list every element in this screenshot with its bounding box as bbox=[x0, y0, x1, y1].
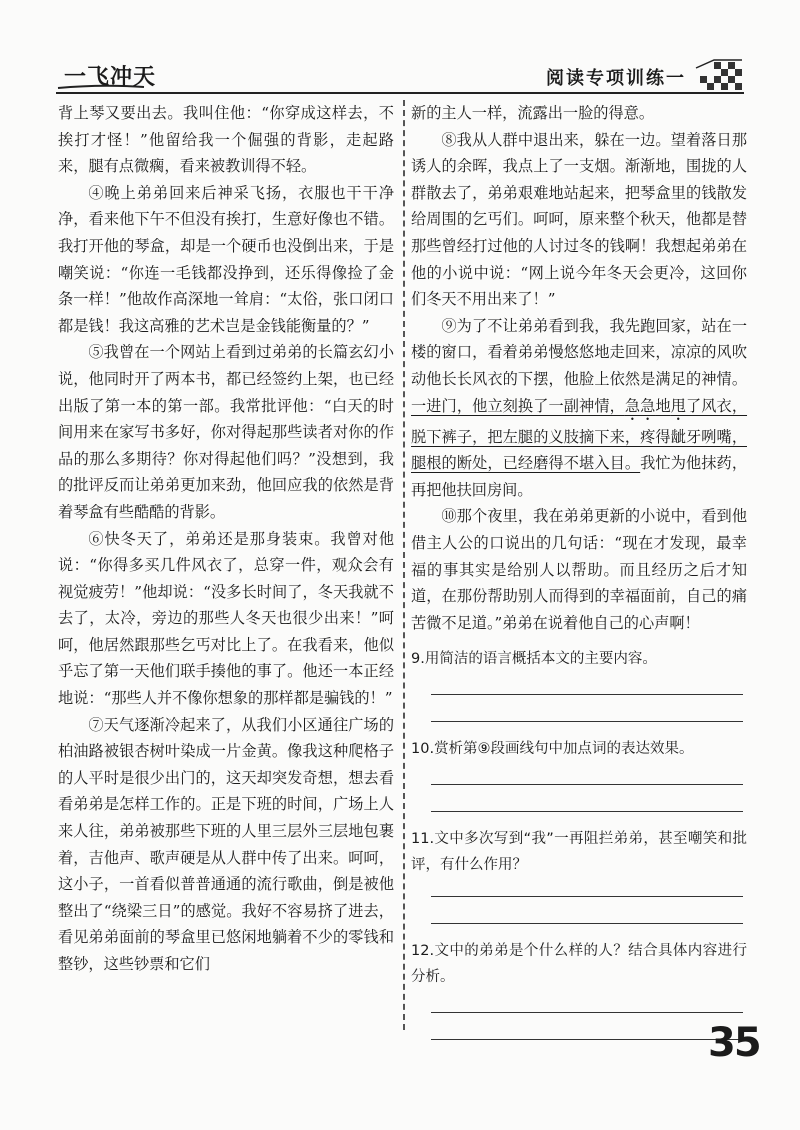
answer-line[interactable] bbox=[431, 784, 743, 785]
question-number: 11. bbox=[411, 831, 435, 848]
paragraph-7-continued: 新的主人一样，流露出一脸的得意。 bbox=[411, 104, 654, 122]
checker-decoration-icon bbox=[692, 58, 744, 94]
page-header bbox=[56, 58, 744, 94]
question-12 bbox=[411, 938, 747, 1040]
answer-line[interactable] bbox=[431, 1039, 743, 1040]
answer-line[interactable] bbox=[431, 1012, 743, 1013]
question-number: 10. bbox=[411, 741, 435, 758]
question-number: 12. bbox=[411, 943, 435, 960]
paragraph-9-text-b: 我忙为他抹药，再把他扶回房间。 bbox=[411, 454, 748, 499]
question-number: 9. bbox=[411, 651, 425, 668]
paragraph-6: ⑥快冬天了，弟弟还是那身装束。我曾对他说：“你得多买几件风衣了，总穿一件，观众会有视觉疲劳！”他却说：“没多长时间了，冬天我就不去了，太冷，旁边的那些人冬天也很少出来！”呵呵，他居然跟那些乞丐对比上了。在我看来，他似乎忘了第一天他们联手揍他的事了。他还一本正经地说：“那些人并不像你想象的那样都是骗钱的！” bbox=[58, 529, 394, 708]
answer-line[interactable] bbox=[431, 896, 743, 897]
question-text: 赏析第⑨段画线句中加点词的表达效果。 bbox=[434, 741, 694, 758]
question-text: 文中多次写到“我”一再阻拦弟弟，甚至嘲笑和批评，有什么作用？ bbox=[411, 831, 747, 874]
paragraph-3-continued: 背上琴又要出去。我叫住他：“你穿成这样去，不挨打才怪！”他留给我一个倔强的背影，走起路来，腿有点微瘸，看来被教训得不轻。 bbox=[58, 104, 394, 176]
answer-line[interactable] bbox=[431, 811, 743, 812]
question-10 bbox=[411, 736, 747, 812]
paragraph-7: ⑦天气逐渐冷起来了，从我们小区通往广场的柏油路被银杏树叶染成一片金黄。像我这种爬格子的人平时是很少出门的，这天却突发奇想，想去看看弟弟是怎样工作的。正是下班的时间，广场上人来人往，弟弟被那些下班的人里三层外三层地包裹着，吉他声、歌声硬是从人群中传了出来。呵呵，这小子，一首看似普普通通的流行歌曲，倒是被他整出了“绕梁三日”的感觉。我好不容易挤了进去，看见弟弟面前的琴盒里已悠闲地躺着不少的零钱和整钞，这些钞票和它们 bbox=[58, 715, 394, 973]
underlined-part-2: 地 bbox=[655, 396, 671, 415]
paragraph-9 bbox=[411, 313, 747, 504]
paragraph-5: ⑤我曾在一个网站上看到过弟弟的长篇玄幻小说，他同时开了两本书，都已经签约上架，也已经出版了第一本的第一部。我常批评他：“白天的时间用来在家写书多好，你对得起那些读者对你的作品的那么多期待？你对得起他们吗？”没想到，我的批评反而让弟弟更加来劲，他回应我的依然是背着琴盒有些酷酷的背影。 bbox=[58, 343, 394, 521]
underlined-part-3: 了风衣，脱下裤子，把左腿的义肢摘下来，疼得龇牙咧嘴，腿根的断处，已经磨得不堪入目。 bbox=[411, 396, 748, 473]
paragraph-8: ⑧我从人群中退出来，躲在一边。望着落日那诱人的余晖，我点上了一支烟。渐渐地，围拢的人群散去了，弟弟艰难地站起来，把琴盒里的钱散发给周围的乞丐们。呵呵，原来整个秋天，他都是替那些曾经打过他的人讨过冬的钱啊！我想起弟弟在他的小说中说：“网上说今年冬天会更冷，这回你们冬天不用出来了！” bbox=[411, 130, 747, 309]
series-title: 阅读专项训练一 bbox=[546, 68, 686, 89]
header-rule bbox=[56, 92, 744, 94]
left-column bbox=[58, 100, 394, 978]
paragraph-9-text-a: ⑨为了不让弟弟看到我，我先跑回家，站在一楼的窗口，看着弟弟慢悠悠地走回来，凉凉的风吹动他长长风衣的下摆，他脸上依然是满足的神情。 bbox=[411, 316, 747, 388]
dotted-word-1: 急急 bbox=[624, 396, 656, 415]
paragraph-10: ⑩那个夜里，我在弟弟更新的小说中，看到他借主人公的口说出的几句话：“现在才发现，最幸福的事其实是给别人以帮助。而且经历之后才知道，在那份帮助别人而得到的幸福面前，自己的痛苦微不足道。”弟弟在说着他自己的心声啊！ bbox=[411, 507, 747, 632]
question-text: 用简洁的语言概括本文的主要内容。 bbox=[424, 651, 657, 668]
question-9 bbox=[411, 646, 747, 722]
question-text: 文中的弟弟是个什么样的人？结合具体内容进行分析。 bbox=[411, 943, 747, 986]
page-number: 35 bbox=[708, 1020, 760, 1066]
paragraph-4: ④晚上弟弟回来后神采飞扬，衣服也干干净净，看来他下午不但没有挨打，生意好像也不错。我打开他的琴盒，却是一个硬币也没倒出来，于是嘲笑说：“你连一毛钱都没挣到，还乐得像捡了金条一样！”他故作高深地一耸肩：“太俗，张口闭口都是钱！我这高雅的艺术岂是金钱能衡量的？” bbox=[58, 183, 394, 335]
right-column bbox=[411, 100, 747, 1040]
column-divider bbox=[403, 100, 405, 1030]
brand-logo-text: 一飞冲天 bbox=[64, 65, 157, 90]
question-11 bbox=[411, 826, 747, 924]
answer-line[interactable] bbox=[431, 694, 743, 695]
answer-line[interactable] bbox=[431, 721, 743, 722]
answer-line[interactable] bbox=[431, 923, 743, 924]
underlined-part-1: 一进门，他立刻换了一副神情， bbox=[411, 396, 625, 415]
dotted-word-2: 甩 bbox=[670, 396, 686, 415]
